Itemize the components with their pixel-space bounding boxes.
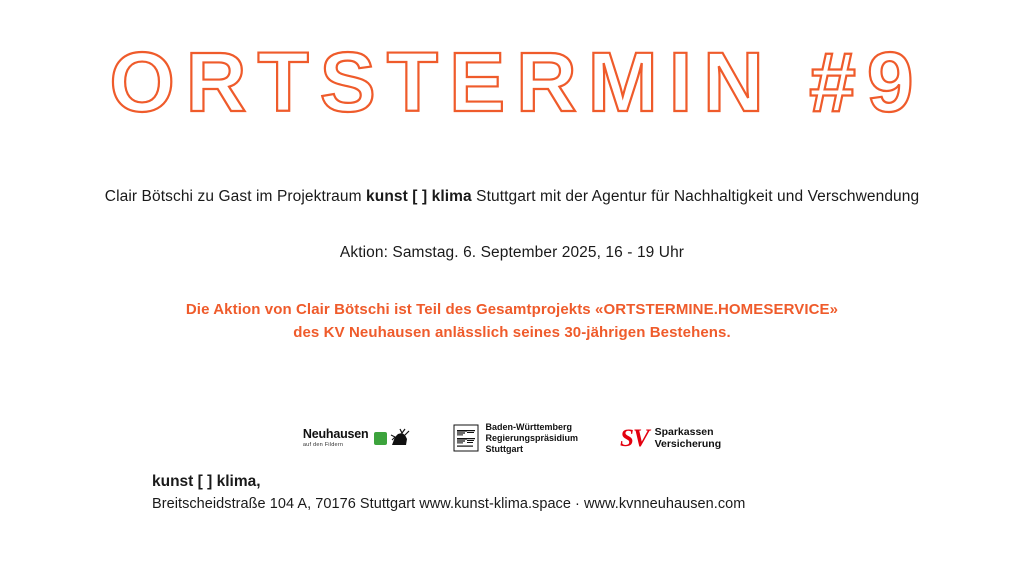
bw-line-2: Regierungspräsidium [485,432,578,443]
footer [152,472,745,514]
bw-line-3: Stuttgart [485,443,523,454]
orange-line-2: des KV Neuhausen anlässlich seines 30-jährigen Bestehens. [293,323,731,341]
orange-line-1: Die Aktion von Clair Bötschi ist Teil des Gesamtprojekts «ORTSTERMINE.HOMESERVICE» [185,300,839,318]
logo-row [0,422,1024,455]
neuhausen-title: Neuhausen [302,427,369,442]
action-line: Aktion: Samstag. 6. September 2025, 16 - 19 Uhr [339,243,685,261]
text-block [0,186,1024,344]
bw-line-1: Baden-Württemberg [485,422,572,432]
intro-bold-name: kunst [ ] klima [366,188,472,205]
green-square-icon [374,432,387,445]
stag-crest-icon [389,428,411,448]
intro-part-2: Stuttgart mit der Agentur für Nachhaltigkeit und Verschwendung [471,188,920,205]
neuhausen-mark [374,428,411,448]
footer-address: Breitscheidstraße 104 A, 70176 Stuttgart www.kunst-klima.space · www.kvnneuhausen.com [152,495,746,512]
intro-part-1: Clair Bötschi zu Gast im Projektraum [104,188,367,205]
sv-text [655,426,722,451]
sv-line-1: Sparkassen [654,426,714,439]
logo-neuhausen [303,428,412,448]
bw-antlers-crest-icon [453,424,479,452]
intro-line [0,186,1024,208]
orange-note [0,298,1024,345]
bw-text [485,422,578,455]
sv-line-2: Versicherung [654,438,722,451]
sv-monogram-icon: SV [619,424,649,452]
logo-baden-wuerttemberg [453,422,578,455]
neuhausen-subtitle: auf den Fildern [302,441,344,448]
neuhausen-text [303,428,369,448]
logo-sv-sparkassen-versicherung [620,426,721,451]
footer-org-name: kunst [ ] klima, [152,473,261,490]
headline-container [0,35,1024,129]
page-title: ORTSTERMIN #9 [109,35,925,129]
